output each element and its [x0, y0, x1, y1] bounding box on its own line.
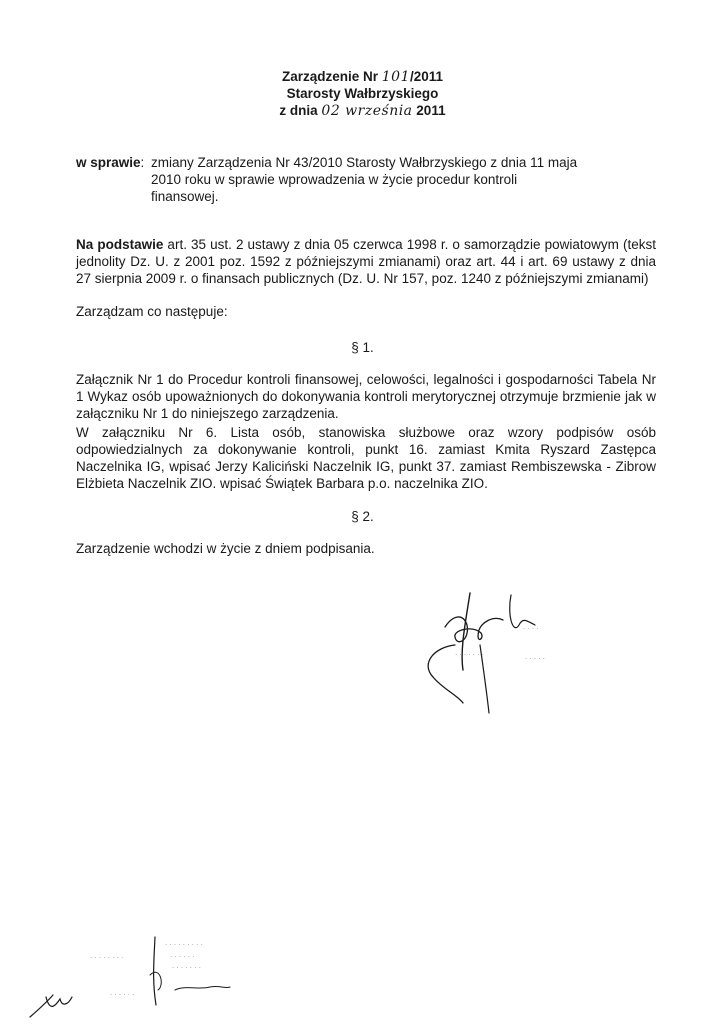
handwritten-number: 101 [381, 69, 410, 85]
section-2-heading: § 2. [351, 509, 374, 524]
matter-text: zmiany Zarządzenia Nr 43/2010 Starosty Wałbrzyskiego z dnia 11 maja 2010 roku w sprawie wprowadzenia w życie procedur kontroli finansowej. [151, 155, 578, 204]
legal-basis-label: Na podstawie [76, 237, 164, 252]
section-1-paragraph-1: Załącznik Nr 1 do Procedur kontroli finansowej, celowości, legalności i gospodarności Tabela Nr 1 Wykaz osób upoważnionych do dokonywania kontroli merytorycznej otrzymuje brzmienie jak w załączniku Nr 1 do niniejszego zarządzenia. [76, 372, 656, 421]
section-1-heading: § 1. [351, 340, 374, 355]
legal-basis [76, 236, 656, 287]
legal-basis-text: art. 35 ust. 2 ustawy z dnia 05 czerwca 1998 r. o samorządzie powiatowym (tekst jednolity Dz. U. z 2001 poz. 1592 z późniejszymi zmianami) oraz art. 44 i art. 69 ustawy z dnia 27 sierpnia 2009 r. o finansach publicznych (Dz. U. Nr 157, poz. 1240 z późniejszymi zmianami) [76, 237, 656, 286]
title-suffix: /2011 [409, 69, 444, 84]
svg-text:· · · · · · · · ·: · · · · · · · · · [165, 941, 203, 949]
matter-colon: : [140, 155, 145, 170]
section-2-paragraph: Zarządzenie wchodzi w życie z dniem podpisania. [76, 541, 375, 556]
document-subtitle: Starosty Wałbrzyskiego [286, 86, 439, 101]
svg-text:· · · · · ·: · · · · · · [170, 953, 195, 961]
svg-text:· · · · ·: · · · · · [525, 655, 546, 663]
document-title [0, 68, 725, 86]
document-date [0, 102, 725, 120]
svg-text:· · · · · ·: · · · · · · [110, 991, 135, 999]
matter-label [76, 154, 144, 171]
svg-text:· · · · · · ·: · · · · · · · [172, 964, 201, 972]
section-1-paragraph-2: W załączniku Nr 6. Lista osób, stanowiska służbowe oraz wzory podpisów osób odpowiedzialnych za dokonywanie kontroli, punkt 16. zamiast Kmita Ryszard Zastępca Naczelnika IG, wpisać Jerzy Kaliciński Naczelnik IG, punkt 37. zamiast Rembiszewska - Zibrow Elżbieta Naczelnik ZIO. wpisać Świątek Barbara p.o. naczelnika ZIO. [76, 425, 656, 491]
date-suffix: 2011 [412, 103, 446, 118]
svg-text:· · · · · · · ·: · · · · · · · · [90, 954, 124, 962]
initials-mark [28, 985, 78, 1020]
signature-mark [415, 585, 595, 715]
decree-line: Zarządzam co następuje: [76, 304, 228, 319]
date-prefix: z dnia [279, 103, 322, 118]
svg-text:· · · ·: · · · · [523, 625, 539, 633]
stamp-mark [90, 935, 290, 1015]
matter-label-text: w sprawie [76, 155, 141, 170]
svg-text:· · · · · · ·: · · · · · · · [455, 651, 484, 659]
handwritten-date: 02 września [321, 103, 413, 119]
title-prefix: Zarządzenie Nr [281, 69, 382, 84]
